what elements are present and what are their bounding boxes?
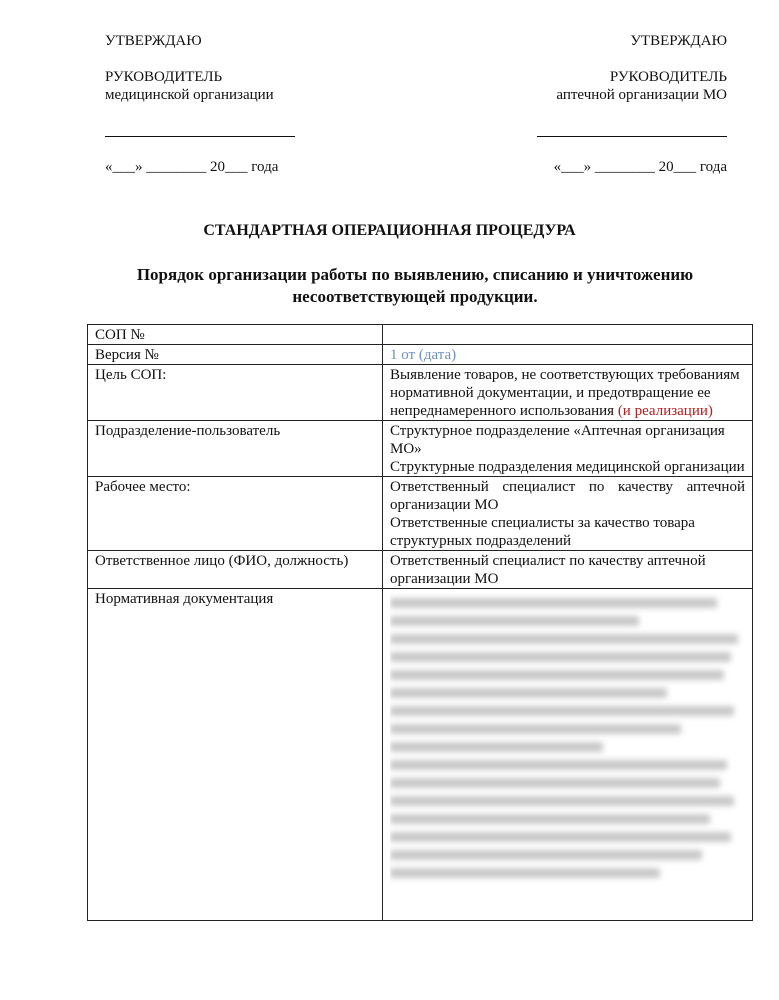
version-label: Версия №: [88, 345, 383, 365]
sop-number-value: [383, 325, 753, 345]
blurred-text-area: [390, 590, 745, 920]
table-row: [88, 345, 753, 365]
unit-value-line: Структурное подразделение «Аптечная организация МО»: [390, 423, 725, 457]
table-row: [88, 325, 753, 345]
approval-block-left: [105, 32, 365, 176]
table-row: [88, 477, 753, 551]
purpose-extra: (и реализации): [617, 403, 713, 419]
table-row: [88, 365, 753, 421]
purpose-text: Выявление товаров, не соответствующих требованиям нормативной документации, и предотвращение ее непреднамеренного использования: [390, 367, 740, 419]
version-number: 1: [390, 347, 398, 363]
sop-number-label: СОП №: [88, 325, 383, 345]
signature-line: [537, 124, 727, 137]
approval-org: медицинской организации: [105, 87, 274, 103]
normative-docs-value: [383, 589, 753, 921]
approval-date-line: «___» ________ 20___ года: [553, 159, 727, 175]
approval-org: аптечной организации МО: [556, 87, 727, 103]
document-subtitle: Порядок организации работы по выявлению, списанию и уничтожению несоответствующей продукции.: [136, 265, 694, 306]
approval-heading: УТВЕРЖДАЮ: [105, 33, 202, 49]
purpose-label: Цель СОП:: [88, 365, 383, 421]
responsible-value: Ответственный специалист по качеству аптечной организации МО: [383, 551, 753, 589]
approval-role: РУКОВОДИТЕЛЬ: [105, 69, 223, 85]
document-title: СТАНДАРТНАЯ ОПЕРАЦИОННАЯ ПРОЦЕДУРА: [203, 222, 576, 239]
normative-docs-label: Нормативная документация: [88, 589, 383, 921]
workplace-label: Рабочее место:: [88, 477, 383, 551]
purpose-value: [383, 365, 753, 421]
approval-block-right: [467, 32, 727, 176]
workplace-value-line: Ответственный специалист по качеству аптечной организации МО: [390, 479, 745, 513]
sop-table: [87, 324, 753, 921]
responsible-label: Ответственное лицо (ФИО, должность): [88, 551, 383, 589]
approval-role: РУКОВОДИТЕЛЬ: [609, 69, 727, 85]
unit-value: [383, 421, 753, 477]
table-row: [88, 421, 753, 477]
unit-value-line: Структурные подразделения медицинской организации: [390, 459, 745, 475]
table-row: [88, 589, 753, 921]
workplace-value: [383, 477, 753, 551]
table-row: [88, 551, 753, 589]
unit-label: Подразделение-пользователь: [88, 421, 383, 477]
approval-heading: УТВЕРЖДАЮ: [630, 33, 727, 49]
approval-date-line: «___» ________ 20___ года: [105, 159, 279, 175]
version-value: [383, 345, 753, 365]
version-date: от (дата): [401, 347, 457, 363]
signature-line: [105, 124, 295, 137]
workplace-value-line: Ответственные специалисты за качество товара структурных подразделений: [390, 515, 695, 549]
